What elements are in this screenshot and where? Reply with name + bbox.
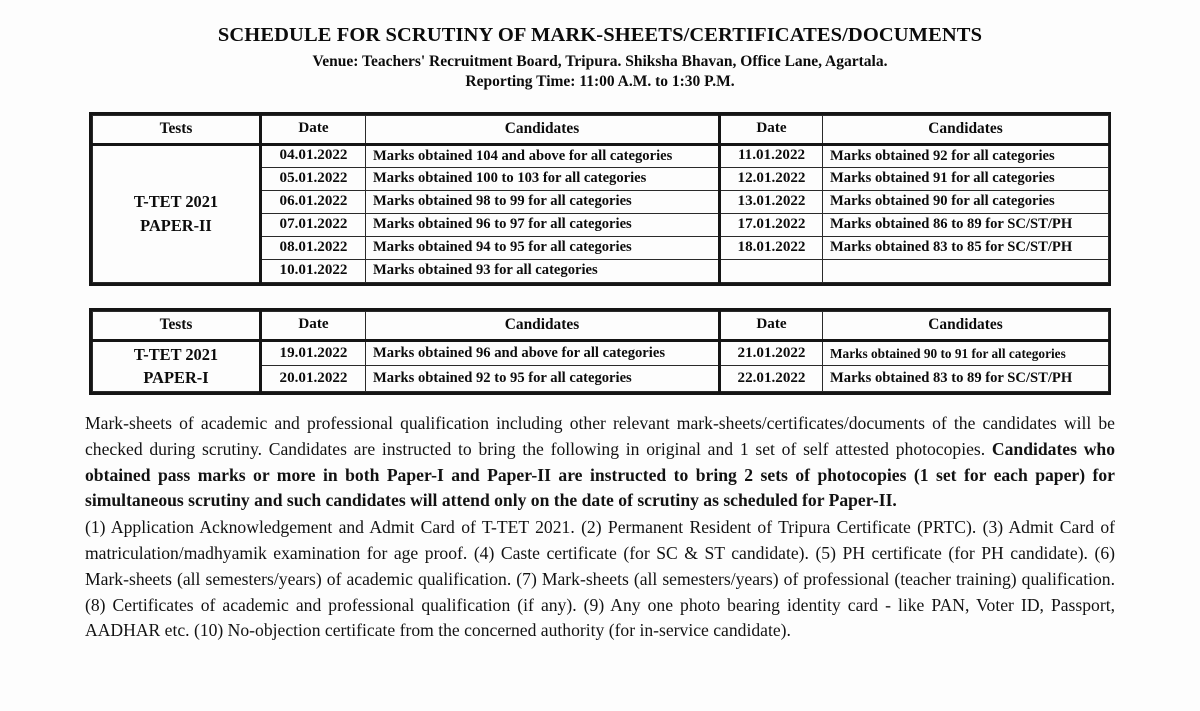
cell-candidates-left: Marks obtained 93 for all categories xyxy=(366,259,720,282)
schedule-table-paper-ii xyxy=(92,115,1109,283)
column-header-candidates-2: Candidates xyxy=(823,311,1109,340)
cell-date-left: 07.01.2022 xyxy=(261,213,366,236)
schedule-table-paper-i-wrapper xyxy=(89,308,1111,396)
cell-candidates-right: Marks obtained 90 for all categories xyxy=(823,190,1109,213)
cell-candidates-left: Marks obtained 94 to 95 for all categories xyxy=(366,236,720,259)
page-title: SCHEDULE FOR SCRUTINY OF MARK-SHEETS/CERTIFICATES/DOCUMENTS xyxy=(217,24,983,46)
cell-candidates-left: Marks obtained 96 to 97 for all categories xyxy=(366,213,720,236)
column-header-date-1: Date xyxy=(261,311,366,340)
cell-date-left: 20.01.2022 xyxy=(261,366,366,392)
schedule-table-paper-i xyxy=(92,311,1109,393)
cell-date-right xyxy=(720,259,823,282)
cell-candidates-left: Marks obtained 92 to 95 for all categories xyxy=(366,366,720,392)
cell-candidates-right: Marks obtained 92 for all categories xyxy=(823,144,1109,167)
cell-candidates-left: Marks obtained 96 and above for all categories xyxy=(366,340,720,366)
column-header-tests: Tests xyxy=(93,115,261,144)
documents-list-paragraph: (1) Application Acknowledgement and Admit Card of T-TET 2021. (2) Permanent Resident of Tripura Certificate (PRTC). (3) Admit Card of matriculation/madhyamik examination for age proof. (4) Caste certificate (for SC & ST candidate). (5) PH certificate (for PH candidate). (6) Mark-sheets (all semesters/years) of academic qualification. (7) Mark-sheets (all semesters/years) of professional (teacher training) qualification. (8) Certificates of academic and professional qualification (if any). (9) Any one photo bearing identity card - like PAN, Voter ID, Passport, AADHAR etc. (10) No-objection certificate from the concerned authority (for in-service candidate). xyxy=(85,517,1115,641)
cell-date-left: 06.01.2022 xyxy=(261,190,366,213)
test-name-line-1: T-TET 2021 xyxy=(133,191,219,211)
cell-date-right: 21.01.2022 xyxy=(720,340,823,366)
column-header-candidates-1: Candidates xyxy=(366,311,720,340)
test-name-cell xyxy=(93,340,261,392)
cell-date-left: 04.01.2022 xyxy=(261,144,366,167)
instructions-paragraph-1-normal: Mark-sheets of academic and professional qualification including other relevant mark-sheets/certificates/documents of the candidates will be checked during scrutiny. Candidates are instructed to bring the following in original and 1 set of self attested photocopies. xyxy=(85,413,1115,459)
document-heading xyxy=(0,0,1200,93)
cell-candidates-left: Marks obtained 98 to 99 for all categories xyxy=(366,190,720,213)
cell-date-right: 17.01.2022 xyxy=(720,213,823,236)
column-header-candidates-1: Candidates xyxy=(366,115,720,144)
test-name-line-2: PAPER-I xyxy=(143,368,209,388)
cell-date-left: 10.01.2022 xyxy=(261,259,366,282)
test-name-cell xyxy=(93,144,261,282)
table-header-row xyxy=(93,115,1109,144)
table-header-row xyxy=(93,311,1109,340)
cell-date-right: 18.01.2022 xyxy=(720,236,823,259)
instructions-paragraph-1-bold: Candidates who obtained pass marks or more in both Paper-I and Paper-II are instructed to bring 2 sets of photocopies (1 set for each paper) for simultaneous scrutiny and such candidates will attend only on the date of scrutiny as scheduled for Paper-II. xyxy=(85,438,1116,511)
test-name-line-1: T-TET 2021 xyxy=(133,344,219,364)
column-header-date-2: Date xyxy=(720,115,823,144)
reporting-time-line: Reporting Time: 11:00 A.M. to 1:30 P.M. xyxy=(465,73,735,91)
cell-date-left: 19.01.2022 xyxy=(261,340,366,366)
instructions-section xyxy=(85,395,1115,644)
instructions-paragraph-1 xyxy=(85,411,1115,514)
table-row xyxy=(93,340,1109,366)
cell-candidates-right: Marks obtained 86 to 89 for SC/ST/PH xyxy=(823,213,1109,236)
table-row xyxy=(93,144,1109,167)
test-name-line-2: PAPER-II xyxy=(140,215,212,235)
cell-date-left: 08.01.2022 xyxy=(261,236,366,259)
cell-date-right: 22.01.2022 xyxy=(720,366,823,392)
cell-candidates-right: Marks obtained 91 for all categories xyxy=(823,167,1109,190)
column-header-candidates-2: Candidates xyxy=(823,115,1109,144)
schedule-table-paper-ii-wrapper xyxy=(89,112,1111,286)
column-header-date-2: Date xyxy=(720,311,823,340)
cell-candidates-left: Marks obtained 104 and above for all categories xyxy=(366,144,720,167)
venue-line: Venue: Teachers' Recruitment Board, Tripura. Shiksha Bhavan, Office Lane, Agartala. xyxy=(312,52,888,70)
cell-date-right: 13.01.2022 xyxy=(720,190,823,213)
cell-candidates-right xyxy=(823,259,1109,282)
cell-date-right: 11.01.2022 xyxy=(720,144,823,167)
cell-candidates-right: Marks obtained 90 to 91 for all categories xyxy=(823,340,1109,366)
cell-candidates-right: Marks obtained 83 to 89 for SC/ST/PH xyxy=(823,366,1109,392)
cell-date-right: 12.01.2022 xyxy=(720,167,823,190)
column-header-tests: Tests xyxy=(93,311,261,340)
cell-candidates-left: Marks obtained 100 to 103 for all categories xyxy=(366,167,720,190)
cell-candidates-right: Marks obtained 83 to 85 for SC/ST/PH xyxy=(823,236,1109,259)
cell-date-left: 05.01.2022 xyxy=(261,167,366,190)
column-header-date-1: Date xyxy=(261,115,366,144)
